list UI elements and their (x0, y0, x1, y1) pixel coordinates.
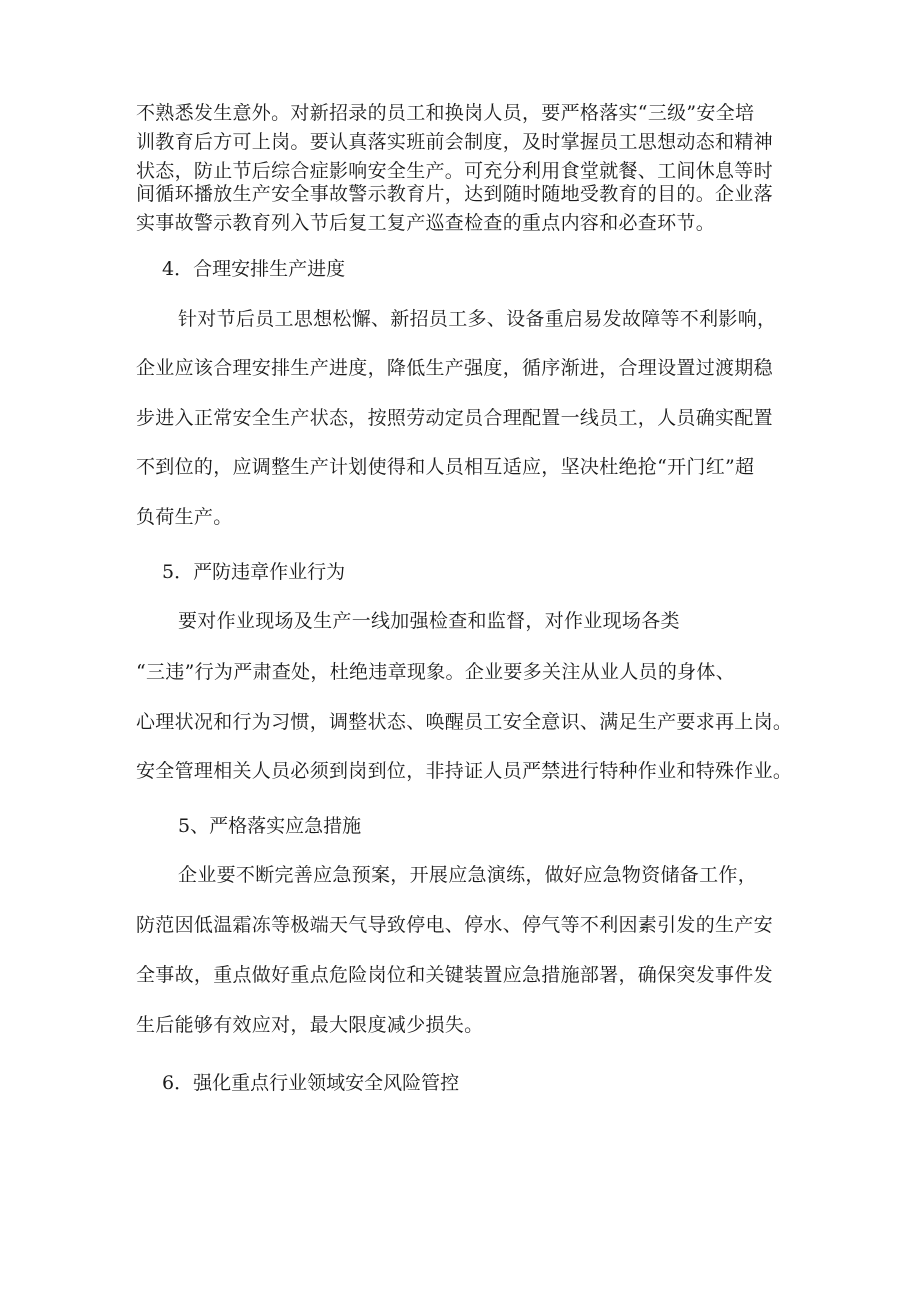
paragraph-line: 步进入正常安全生产状态，按照劳动定员合理配置一线员工，人员确实配置 (136, 407, 773, 429)
paragraph-line: 负荷生产。 (136, 506, 233, 528)
section-heading: 6．强化重点行业领域安全风险管控 (162, 1072, 460, 1094)
paragraph-line: 心理状况和行为习惯，调整状态、唤醒员工安全意识、满足生产要求再上岗。 (136, 711, 793, 733)
paragraph-line: 企业应该合理安排生产进度，降低生产强度，循序渐进，合理设置过渡期稳 (136, 357, 773, 379)
section-heading: 5．严防违章作业行为 (162, 561, 346, 583)
paragraph-line: 全事故，重点做好重点危险岗位和关键装置应急措施部署，确保突发事件发 (136, 964, 773, 986)
paragraph-line: 状态，防止节后综合症影响安全生产。可充分利用食堂就餐、工间休息等时 (136, 160, 773, 182)
paragraph-line: 生后能够有效应对，最大限度减少损失。 (136, 1014, 484, 1036)
paragraph-line: 要对作业现场及生产一线加强检查和监督，对作业现场各类 (178, 610, 680, 632)
paragraph-line: 企业要不断完善应急预案，开展应急演练，做好应急物资储备工作， (178, 864, 758, 886)
paragraph-line: 防范因低温霜冻等极端天气导致停电、停水、停气等不利因素引发的生产安 (136, 914, 773, 936)
paragraph-line: 不到位的，应调整生产计划使得和人员相互适应，坚决杜绝抢“开门红”超 (136, 456, 755, 478)
section-heading: 5、严格落实应急措施 (178, 815, 362, 837)
paragraph-line: 间循环播放生产安全事故警示教育片，达到随时随地受教育的目的。企业落 (136, 183, 773, 205)
section-heading: 4．合理安排生产进度 (162, 258, 346, 280)
paragraph-line: 实事故警示教育列入节后复工复产巡查检查的重点内容和必查环节。 (136, 212, 716, 234)
paragraph-line: 针对节后员工思想松懈、新招员工多、设备重启易发故障等不利影响， (178, 308, 777, 330)
paragraph-line: “三违”行为严肃查处，杜绝违章现象。企业要多关注从业人员的身体、 (136, 661, 736, 683)
paragraph-line: 不熟悉发生意外。对新招录的员工和换岗人员，要严格落实“三级”安全培 (136, 102, 755, 124)
paragraph-line: 安全管理相关人员必须到岗到位，非持证人员严禁进行特种作业和特殊作业。 (136, 760, 793, 782)
paragraph-line: 训教育后方可上岗。要认真落实班前会制度，及时掌握员工思想动态和精神 (136, 131, 773, 153)
